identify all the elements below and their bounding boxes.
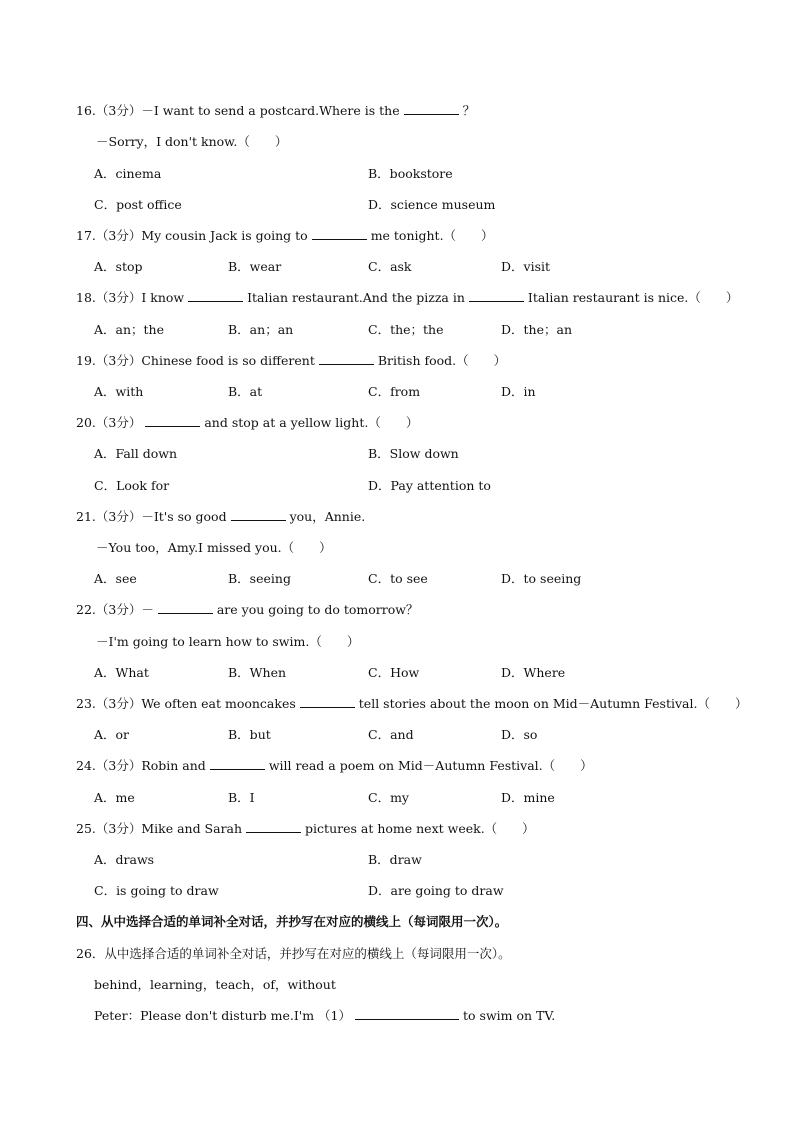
- question-18-option-a[interactable]: A．an；the: [94, 322, 165, 337]
- question-18-option-c[interactable]: C．the；the: [368, 322, 444, 337]
- question-19-option-d[interactable]: D．in: [501, 384, 536, 399]
- question-20-option-c[interactable]: C．Look for: [94, 478, 170, 493]
- question-20-option-b[interactable]: B．Slow down: [368, 446, 459, 461]
- question-22-option-a[interactable]: A．What: [94, 665, 149, 680]
- question-21-option-a[interactable]: A．see: [94, 571, 137, 586]
- question-17-option-c[interactable]: C．ask: [368, 259, 412, 274]
- question-21-stem: [76, 509, 365, 525]
- question-24-stem: [76, 758, 593, 774]
- question-23-option-b[interactable]: B．but: [228, 727, 271, 742]
- question-19-option-c[interactable]: C．from: [368, 384, 421, 399]
- question-16-option-a[interactable]: A．cinema: [94, 166, 162, 181]
- stem-text: 20.（3分）: [76, 415, 142, 430]
- answer-blank[interactable]: [319, 353, 374, 365]
- question-21-option-b[interactable]: B．seeing: [228, 571, 291, 586]
- question-21-reply: －You too，Amy.I missed you.（ ）: [96, 540, 332, 555]
- question-20-stem: [76, 415, 418, 431]
- stem-text: 17.（3分）My cousin Jack is going to: [76, 228, 308, 243]
- stem-text: Italian restaurant.And the pizza in: [247, 290, 465, 305]
- question-19-stem: [76, 353, 506, 369]
- question-24-option-d[interactable]: D．mine: [501, 790, 555, 805]
- stem-text: 18.（3分）I know: [76, 290, 185, 305]
- answer-blank[interactable]: [145, 415, 200, 427]
- answer-blank[interactable]: [158, 602, 213, 614]
- answer-blank[interactable]: [231, 509, 286, 521]
- answer-blank[interactable]: [355, 1008, 459, 1020]
- dialog-text: to swim on TV.: [463, 1008, 556, 1023]
- question-16-option-b[interactable]: B．bookstore: [368, 166, 453, 181]
- section-heading: 四、从中选择合适的单词补全对话，并抄写在对应的横线上（每词限用一次）。: [76, 914, 508, 929]
- stem-text: British food.（ ）: [377, 353, 507, 368]
- answer-blank[interactable]: [300, 696, 355, 708]
- stem-text: 16.（3分）－I want to send a postcard.Where is the: [76, 103, 400, 118]
- stem-text: will read a poem on Mid－Autumn Festival.（ ）: [268, 758, 593, 773]
- stem-text: 19.（3分）Chinese food is so different: [76, 353, 315, 368]
- answer-blank[interactable]: [246, 821, 301, 833]
- answer-blank[interactable]: [312, 228, 367, 240]
- answer-blank[interactable]: [210, 758, 265, 770]
- stem-text: ？: [462, 103, 476, 118]
- question-23-option-c[interactable]: C．and: [368, 727, 414, 742]
- question-17-stem: [76, 228, 494, 244]
- question-16-option-d[interactable]: D．science museum: [368, 197, 496, 212]
- question-17-option-a[interactable]: A．stop: [94, 259, 143, 274]
- question-20-option-a[interactable]: A．Fall down: [94, 446, 178, 461]
- stem-text: 23.（3分）We often eat mooncakes: [76, 696, 296, 711]
- question-22-stem: [76, 602, 418, 618]
- question-22-option-b[interactable]: B．When: [228, 665, 287, 680]
- question-25-option-a[interactable]: A．draws: [94, 852, 155, 867]
- question-24-option-a[interactable]: A．me: [94, 790, 135, 805]
- question-23-option-d[interactable]: D．so: [501, 727, 538, 742]
- stem-text: me tonight.（ ）: [370, 228, 494, 243]
- question-23-stem: [76, 696, 747, 712]
- question-26-stem: 26．从中选择合适的单词补全对话，并抄写在对应的横线上（每词限用一次）。: [76, 946, 511, 961]
- stem-text: 21.（3分）－It's so good: [76, 509, 227, 524]
- question-22-option-d[interactable]: D．Where: [501, 665, 566, 680]
- question-21-option-c[interactable]: C．to see: [368, 571, 428, 586]
- question-18-option-d[interactable]: D．the；an: [501, 322, 572, 337]
- question-25-option-b[interactable]: B．draw: [368, 852, 422, 867]
- question-20-option-d[interactable]: D．Pay attention to: [368, 478, 491, 493]
- question-25-option-c[interactable]: C．is going to draw: [94, 883, 219, 898]
- question-22-reply: －I'm going to learn how to swim.（ ）: [96, 634, 360, 649]
- question-19-option-a[interactable]: A．with: [94, 384, 144, 399]
- stem-text: 24.（3分）Robin and: [76, 758, 206, 773]
- dialog-line-1: [94, 1008, 555, 1024]
- answer-blank[interactable]: [404, 103, 459, 115]
- stem-text: 25.（3分）Mike and Sarah: [76, 821, 243, 836]
- question-17-option-d[interactable]: D．visit: [501, 259, 551, 274]
- stem-text: are you going to do tomorrow？: [216, 602, 419, 617]
- question-22-option-c[interactable]: C．How: [368, 665, 420, 680]
- question-16-option-c[interactable]: C．post office: [94, 197, 182, 212]
- question-24-option-b[interactable]: B．I: [228, 790, 255, 805]
- dialog-text: Peter：Please don't disturb me.I'm （1）: [94, 1008, 352, 1023]
- question-18-option-b[interactable]: B．an；an: [228, 322, 294, 337]
- stem-text: pictures at home next week.（ ）: [305, 821, 535, 836]
- answer-blank[interactable]: [188, 290, 243, 302]
- question-17-option-b[interactable]: B．wear: [228, 259, 282, 274]
- question-16-stem: [76, 103, 475, 119]
- question-18-stem: [76, 290, 738, 306]
- stem-text: tell stories about the moon on Mid－Autumn Festival.（ ）: [358, 696, 748, 711]
- stem-text: 22.（3分）－: [76, 602, 154, 617]
- question-16-reply: －Sorry，I don't know.（ ）: [96, 134, 288, 149]
- stem-text: and stop at a yellow light.（ ）: [204, 415, 419, 430]
- question-25-option-d[interactable]: D．are going to draw: [368, 883, 504, 898]
- question-23-option-a[interactable]: A．or: [94, 727, 130, 742]
- question-21-option-d[interactable]: D．to seeing: [501, 571, 582, 586]
- stem-text: Italian restaurant is nice.（ ）: [527, 290, 739, 305]
- stem-text: you，Annie.: [289, 509, 366, 524]
- question-25-stem: [76, 821, 535, 837]
- question-24-option-c[interactable]: C．my: [368, 790, 409, 805]
- word-bank: behind，learning，teach，of，without: [94, 977, 336, 992]
- answer-blank[interactable]: [469, 290, 524, 302]
- question-19-option-b[interactable]: B．at: [228, 384, 263, 399]
